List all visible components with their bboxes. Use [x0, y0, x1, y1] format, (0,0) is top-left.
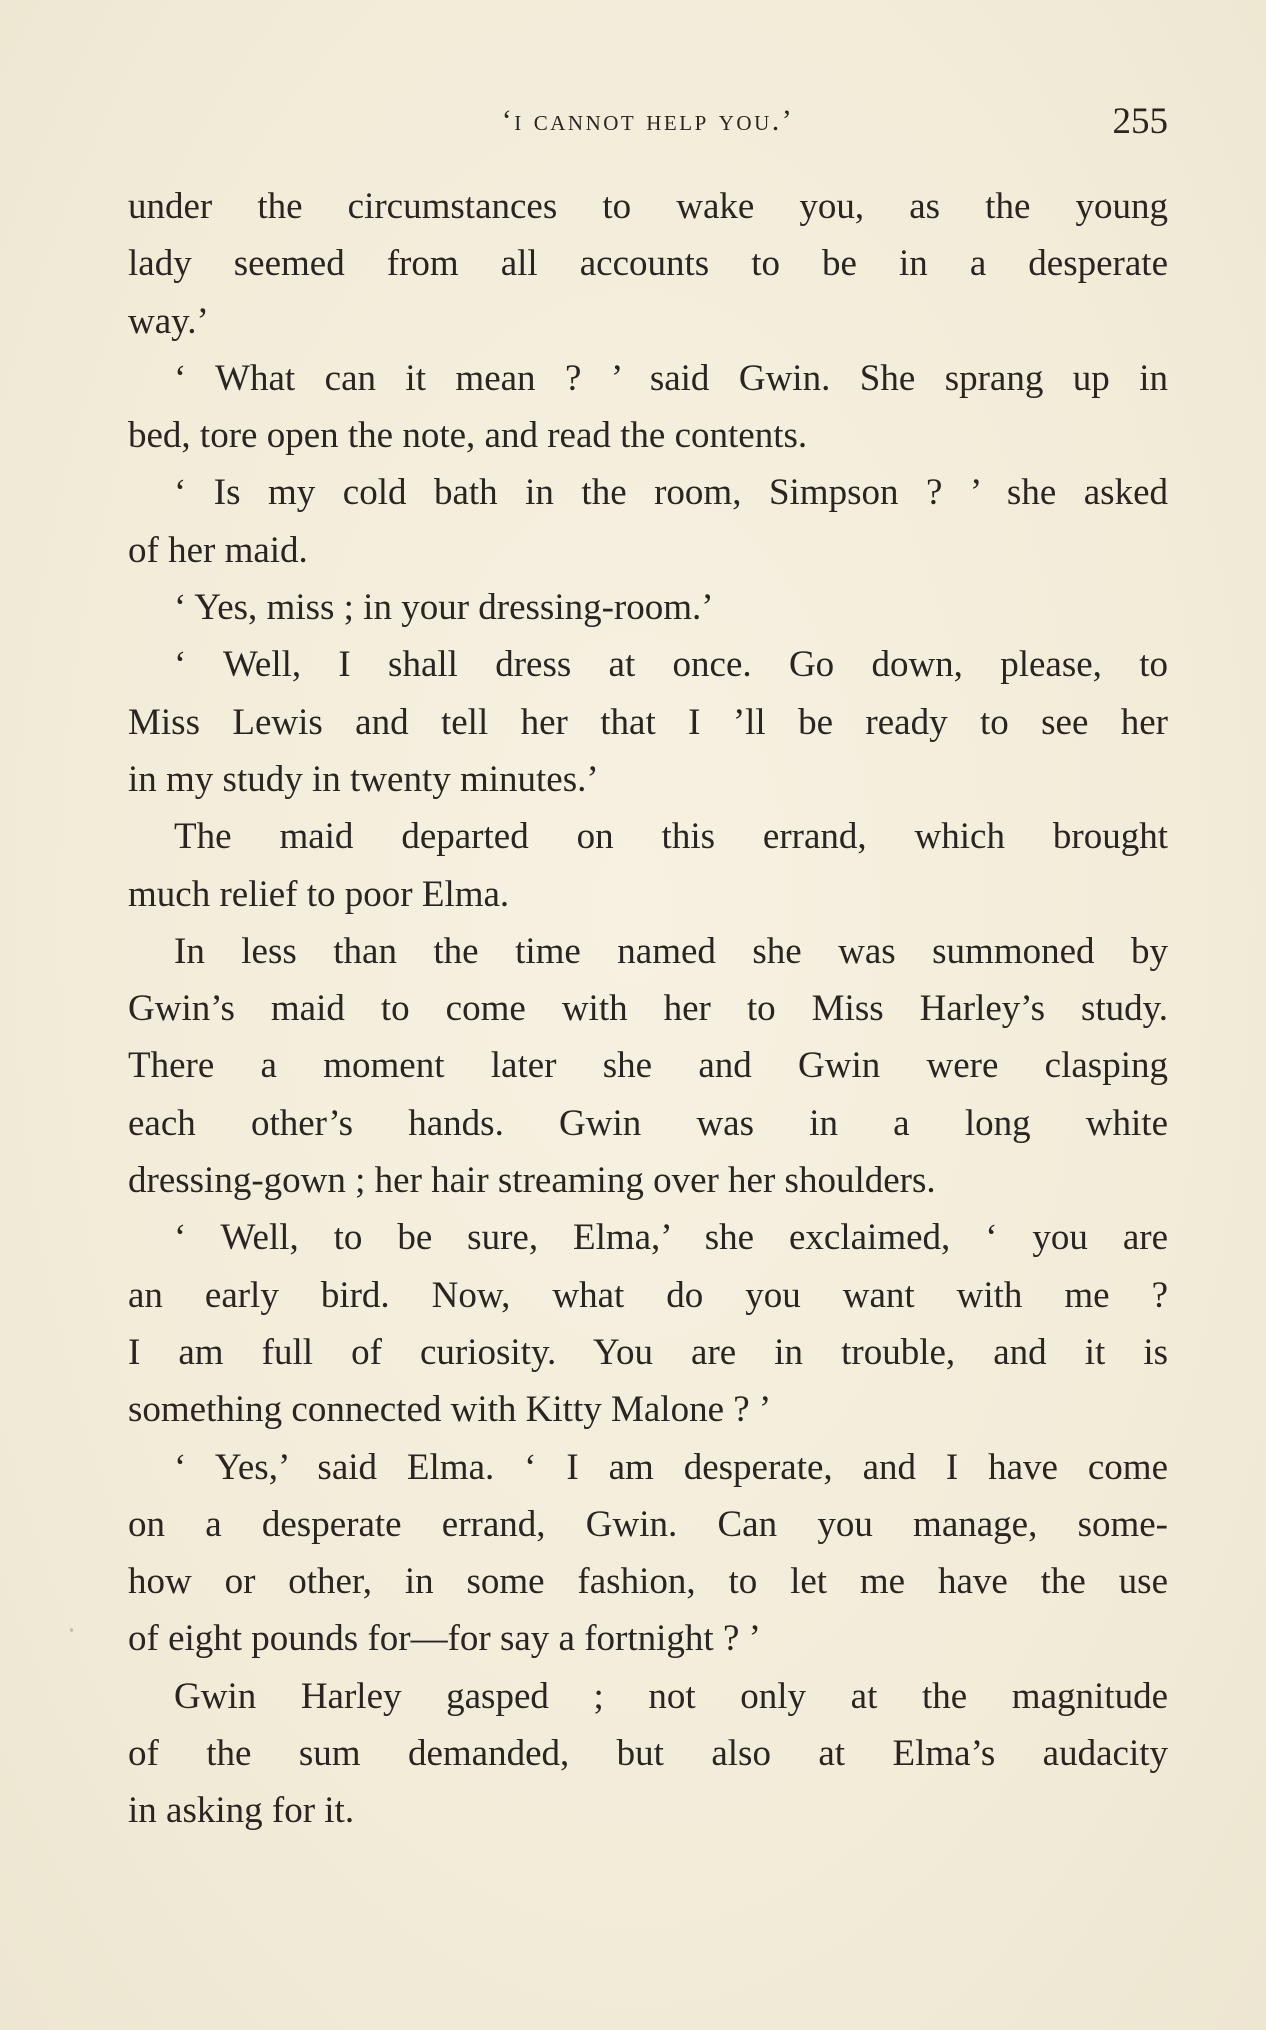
text-line: lady seemed from all accounts to be in a desperate	[128, 243, 1168, 285]
text-line: way.’	[128, 300, 209, 342]
text-line: bed, tore open the note, and read the contents.	[128, 415, 808, 457]
text-line: Miss Lewis and tell her that I ’ll be ready to see her	[128, 701, 1168, 743]
page-header	[128, 100, 1168, 146]
text-line: how or other, in some fashion, to let me have the use	[128, 1561, 1168, 1603]
text-line: ‘ Is my cold bath in the room, Simpson ? ’ she asked	[174, 472, 1168, 514]
text-line: under the circumstances to wake you, as the young	[128, 186, 1168, 227]
text-line: ‘ Well, I shall dress at once. Go down, please, to	[174, 644, 1168, 686]
text-line: of the sum demanded, but also at Elma’s audacity	[128, 1733, 1168, 1775]
text-line: of eight pounds for—for say a fortnight ? ’	[128, 1618, 761, 1660]
text-line: an early bird. Now, what do you want with me ?	[128, 1274, 1168, 1316]
text-line: Gwin’s maid to come with her to Miss Harley’s study.	[128, 988, 1168, 1030]
text-line: something connected with Kitty Malone ? ’	[128, 1389, 772, 1431]
text-line: in asking for it.	[128, 1790, 355, 1832]
text-line: ‘ Well, to be sure, Elma,’ she exclaimed, ‘ you are	[174, 1217, 1168, 1259]
paper-speck	[70, 1628, 73, 1632]
text-line: I am full of curiosity. You are in trouble, and it is	[128, 1331, 1168, 1373]
text-line: of her maid.	[128, 529, 308, 571]
text-line: on a desperate errand, Gwin. Can you manage, some-	[128, 1503, 1168, 1545]
text-line: ‘ Yes,’ said Elma. ‘ I am desperate, and I have come	[174, 1446, 1168, 1488]
text-line: in my study in twenty minutes.’	[128, 758, 599, 800]
text-line: ‘ What can it mean ? ’ said Gwin. She sprang up in	[174, 357, 1168, 399]
running-head: ‘i cannot help you.’	[501, 104, 795, 137]
body-text	[128, 178, 1168, 1840]
page-number: 255	[1112, 101, 1168, 142]
text-line: dressing-gown ; her hair streaming over her shoulders.	[128, 1160, 936, 1202]
text-line: ‘ Yes, miss ; in your dressing-room.’	[174, 587, 714, 629]
text-line: Gwin Harley gasped ; not only at the magnitude	[174, 1675, 1168, 1717]
text-line: In less than the time named she was summoned by	[174, 930, 1168, 972]
text-line: each other’s hands. Gwin was in a long white	[128, 1102, 1168, 1144]
text-line: There a moment later she and Gwin were clasping	[128, 1045, 1168, 1087]
text-line: The maid departed on this errand, which brought	[174, 816, 1168, 858]
text-line: much relief to poor Elma.	[128, 873, 510, 915]
